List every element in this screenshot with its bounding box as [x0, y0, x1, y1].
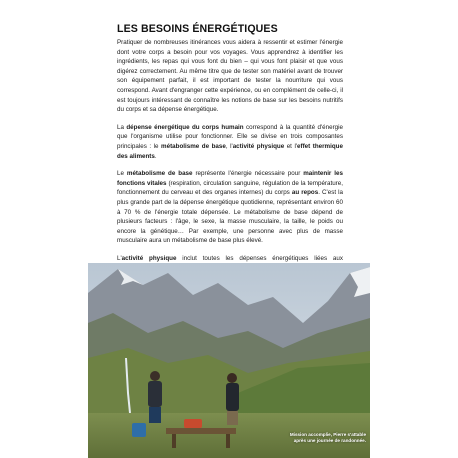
- bold-term: dépense énergétique du corps humain: [126, 123, 244, 131]
- mountain-photo: [88, 263, 370, 458]
- hiker-right-legs: [227, 411, 238, 425]
- text-run: L': [117, 254, 122, 262]
- bold-term: activité physique: [121, 254, 177, 262]
- text-run: Le: [117, 170, 127, 178]
- section-title: LES BESOINS ÉNERGÉTIQUES: [117, 23, 278, 35]
- text-run: représente l'énergie nécessaire pour: [192, 170, 304, 178]
- energy-expenditure-paragraph: [117, 123, 343, 161]
- backpack: [132, 423, 146, 437]
- bold-term: activité physique: [232, 142, 285, 150]
- hiker-right-body: [226, 383, 239, 411]
- hiker-left-head: [150, 371, 160, 381]
- hiker-left-legs: [149, 407, 161, 423]
- bold-term: métabolisme de base: [161, 142, 226, 150]
- text-run: . C'est la plus grande part de la dépense énergétique quotidienne, représentant environ 60 à 70 % de l'énergie totale dépensée. Le métabolisme de base dépend de plusieurs facteurs : l'âge, le sexe, la masse musculaire, la taille, le poids ou encore la génétique… Par exemple, une personne avec plus de masse musculaire aura un métabolisme de base plus élevé.: [117, 189, 343, 245]
- text-run: et l': [284, 142, 298, 150]
- text-run: .: [154, 152, 157, 160]
- intro-paragraph: Pratiquer de nombreuses itinérances vous aidera à ressentir et estimer l'énergie dont votre corps a besoin pour vos voyages. Vous apprendrez à identifier les ingrédients, les repas qui vous font du bien – qui vous font plaisir et que vous digérez correctement. Au même titre que de tester son matériel avant de trouver son équipement parfait, il est important de tester la nourriture qui vous correspond. Avant d'engranger cette expérience, ou en complément de celle-ci, il est toujours intéressant de connaître les notions de base sur les besoins nutritifs du corps et sa dépense énergétique.: [117, 39, 343, 114]
- hiker-left-body: [148, 381, 162, 407]
- caption-line: Mission accomplie, Pierre s'attable: [289, 432, 366, 437]
- text-run: La: [117, 123, 127, 131]
- text-run: (respiration, circulation sanguine, régulation de la température, fonctionnement du cerveau et des organes internes) du corps: [117, 179, 343, 197]
- text-run: , l': [225, 142, 233, 150]
- bold-term: effet thermique des aliments: [117, 142, 343, 160]
- bold-term: au repos: [291, 189, 319, 197]
- basal-metabolism-paragraph: [117, 169, 343, 246]
- photo-caption: [256, 432, 366, 444]
- hiker-right-head: [227, 373, 237, 383]
- table-leg: [172, 434, 176, 448]
- picnic-table: [166, 428, 236, 434]
- bold-term: maintenir les fonctions vitales: [117, 170, 343, 187]
- table-leg: [226, 434, 230, 448]
- bold-term: métabolisme de base: [126, 170, 193, 178]
- caption-line: après une journée de randonnée.: [293, 438, 366, 443]
- text-run: inclut toutes les dépenses énergétiques liées aux: [182, 254, 343, 262]
- text-run: correspond à la quantité d'énergie que l'organisme utilise pour fonctionner. Elle se divise en trois composantes principales : le: [117, 123, 343, 150]
- gear-pile: [184, 419, 202, 428]
